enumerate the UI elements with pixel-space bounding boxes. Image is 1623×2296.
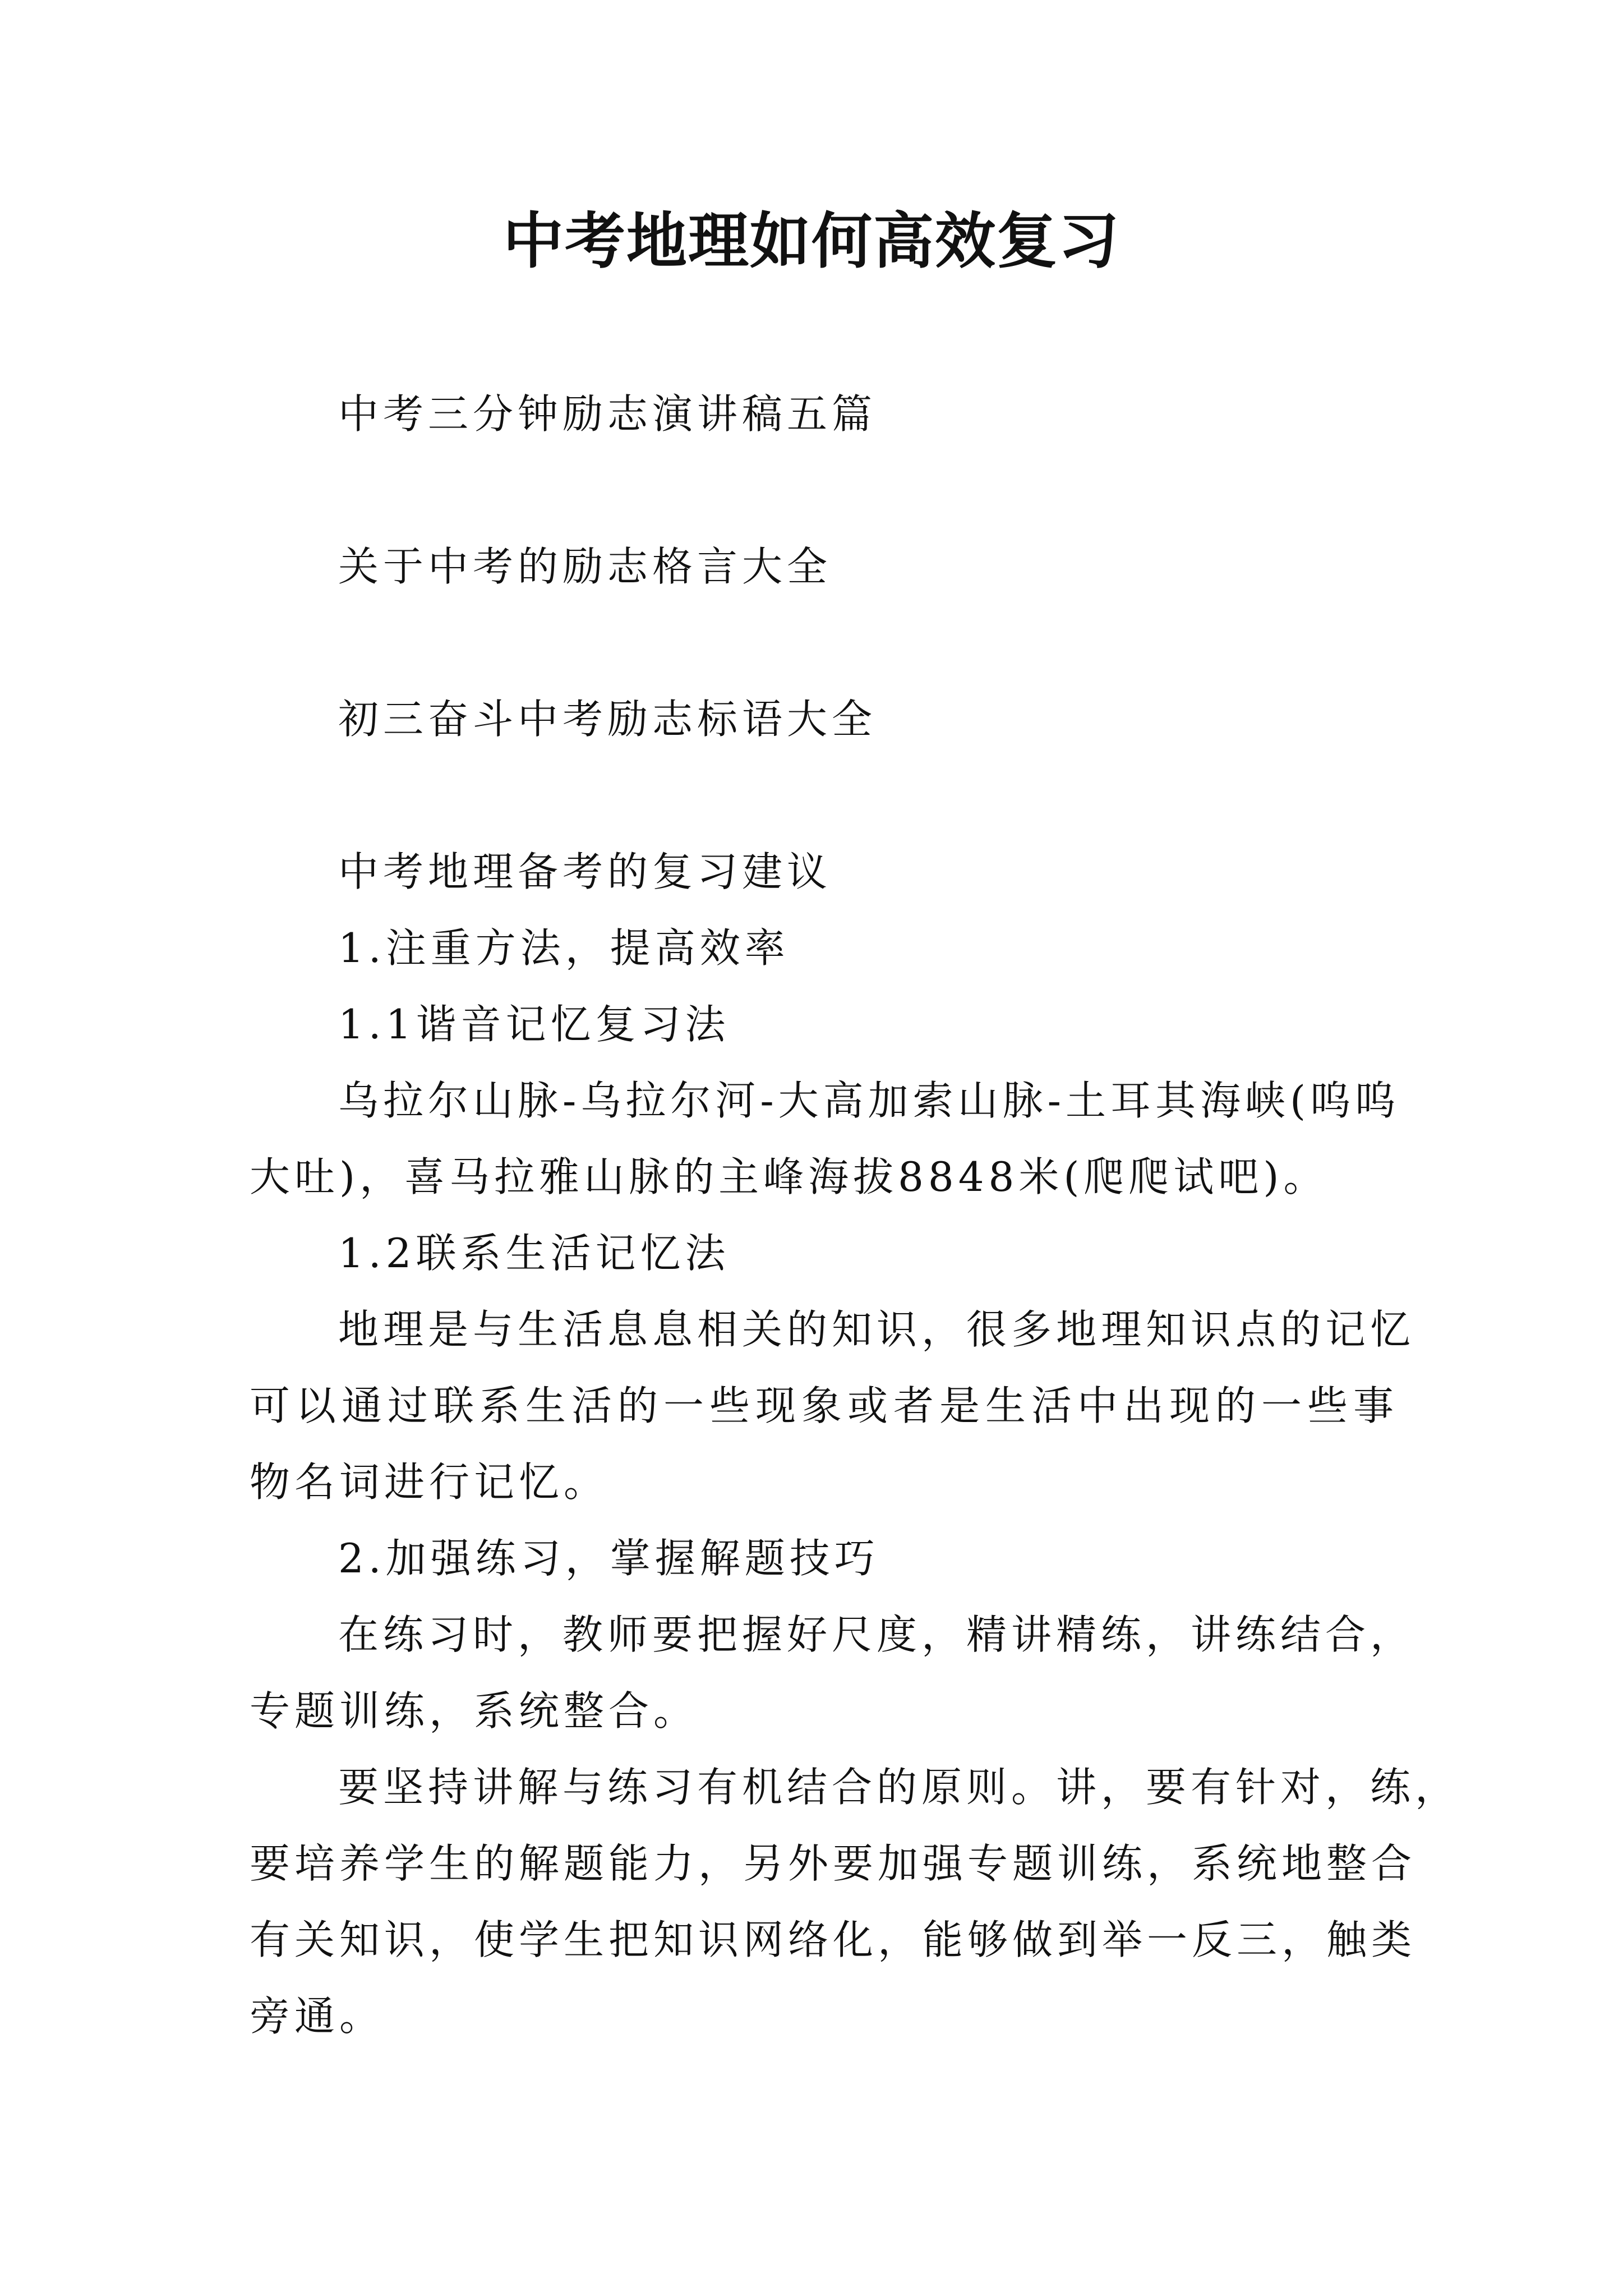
- heading-1: 1.注重方法，提高效率: [338, 924, 790, 972]
- related-link-2[interactable]: 关于中考的励志格言大全: [338, 543, 832, 590]
- heading-1-1: 1.1谐音记忆复习法: [338, 1001, 730, 1048]
- heading-1-2: 1.2联系生活记忆法: [338, 1230, 730, 1277]
- heading-2: 2.加强练习，掌握解题技巧: [338, 1535, 879, 1582]
- paragraph-1-line-2: 大吐)，喜马拉雅山脉的主峰海拔8848米(爬爬试吧)。: [250, 1153, 1329, 1200]
- section-heading: 中考地理备考的复习建议: [338, 848, 832, 895]
- paragraph-3-line-1: 在练习时，教师要把握好尺度，精讲精练，讲练结合，: [338, 1611, 1415, 1658]
- related-link-1[interactable]: 中考三分钟励志演讲稿五篇: [338, 390, 877, 438]
- paragraph-4-line-4: 旁通。: [250, 1993, 385, 2040]
- paragraph-4-line-1: 要坚持讲解与练习有机结合的原则。讲，要有针对，练，: [338, 1764, 1460, 1811]
- paragraph-3-line-2: 专题训练，系统整合。: [250, 1687, 699, 1734]
- paragraph-4-line-2: 要培养学生的解题能力，另外要加强专题训练，系统地整合: [250, 1840, 1417, 1887]
- paragraph-2-line-2: 可以通过联系生活的一些现象或者是生活中出现的一些事: [250, 1382, 1400, 1429]
- paragraph-2-line-1: 地理是与生活息息相关的知识，很多地理知识点的记忆: [338, 1306, 1415, 1353]
- paragraph-1-line-1: 乌拉尔山脉-乌拉尔河-大高加索山脉-土耳其海峡(呜呜: [338, 1077, 1400, 1124]
- page-title: 中考地理如何高效复习: [502, 206, 1120, 277]
- paragraph-2-line-3: 物名词进行记忆。: [250, 1458, 609, 1506]
- paragraph-4-line-3: 有关知识，使学生把知识网络化，能够做到举一反三，触类: [250, 1916, 1417, 1963]
- related-link-3[interactable]: 初三奋斗中考励志标语大全: [338, 696, 877, 743]
